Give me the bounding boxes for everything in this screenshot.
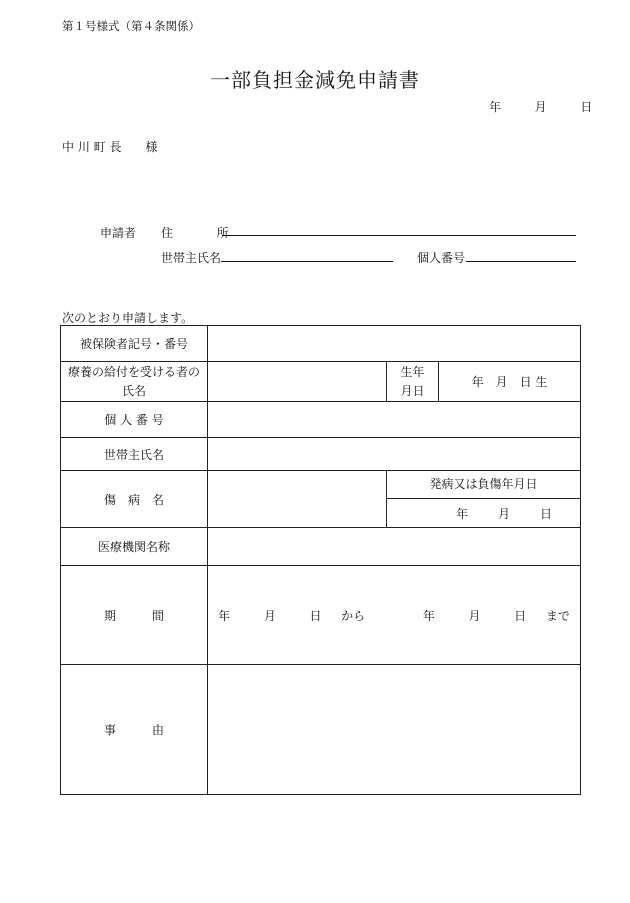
address-field[interactable] bbox=[222, 235, 576, 236]
personal-number-field[interactable] bbox=[466, 261, 576, 262]
injury-name-label: 傷 病 名 bbox=[61, 471, 208, 528]
form-number: 第１号様式（第４条関係） bbox=[62, 19, 200, 33]
household-head-label: 世帯主氏名 bbox=[161, 251, 222, 265]
applicant-label: 申請者 bbox=[100, 226, 137, 240]
period-label: 期 間 bbox=[61, 566, 208, 665]
birth-date-field[interactable]: 年 月 日 生 bbox=[439, 362, 581, 402]
insured-symbol-label: 被保険者記号・番号 bbox=[61, 326, 208, 362]
onset-month-label: 月 bbox=[497, 506, 510, 521]
period-field[interactable] bbox=[208, 566, 581, 665]
medical-institution-field[interactable] bbox=[208, 528, 581, 566]
period-start-day: 日 bbox=[309, 608, 322, 623]
onset-date-field[interactable] bbox=[387, 499, 580, 527]
injury-name-field[interactable] bbox=[208, 471, 387, 528]
address-label-char-1: 住 bbox=[161, 226, 174, 240]
address-label-char-2: 所 bbox=[216, 226, 229, 240]
birth-date-label bbox=[387, 362, 439, 402]
application-table bbox=[60, 325, 581, 795]
recipient-label-line2: 氏名 bbox=[121, 383, 146, 398]
personal-number-row-label: 個 人 番 号 bbox=[61, 402, 208, 438]
period-end-year: 年 bbox=[422, 608, 435, 623]
page-title: 一部負担金減免申請書 bbox=[210, 68, 420, 92]
recipient-name-label bbox=[61, 362, 208, 402]
intro-text: 次のとおり申請します。 bbox=[62, 311, 194, 325]
reason-label: 事 由 bbox=[61, 665, 208, 795]
date-header bbox=[489, 98, 592, 115]
household-head-row-label: 世帯主氏名 bbox=[61, 438, 208, 471]
date-month-label: 月 bbox=[534, 100, 547, 114]
period-start-month: 月 bbox=[263, 608, 276, 623]
period-end-month: 月 bbox=[468, 608, 481, 623]
medical-institution-label: 医療機関名称 bbox=[61, 528, 208, 566]
personal-number-label: 個人番号 bbox=[417, 251, 466, 265]
period-from-text: から bbox=[341, 608, 366, 623]
household-head-field[interactable] bbox=[221, 261, 393, 262]
addressee: 中 川 町 長 様 bbox=[62, 140, 158, 154]
date-day-label: 日 bbox=[580, 100, 593, 114]
period-start-year: 年 bbox=[218, 608, 231, 623]
period-until-text: まで bbox=[545, 608, 570, 623]
birth-label-line2: 月日 bbox=[400, 383, 425, 398]
household-head-row-field[interactable] bbox=[208, 438, 581, 471]
onset-date-label: 発病又は負傷年月日 bbox=[387, 471, 580, 499]
reason-field[interactable] bbox=[208, 665, 581, 795]
birth-label-line1: 生年 bbox=[400, 364, 425, 379]
date-year-label: 年 bbox=[489, 100, 502, 114]
address-label bbox=[161, 224, 229, 241]
personal-number-row-field[interactable] bbox=[208, 402, 581, 438]
insured-symbol-field[interactable] bbox=[208, 326, 581, 362]
recipient-name-field[interactable] bbox=[208, 362, 387, 402]
onset-date-cell bbox=[387, 471, 581, 528]
onset-day-label: 日 bbox=[540, 506, 553, 521]
onset-year-label: 年 bbox=[455, 506, 468, 521]
recipient-label-line1: 療養の給付を受ける者の bbox=[67, 364, 200, 379]
period-end-day: 日 bbox=[514, 608, 527, 623]
